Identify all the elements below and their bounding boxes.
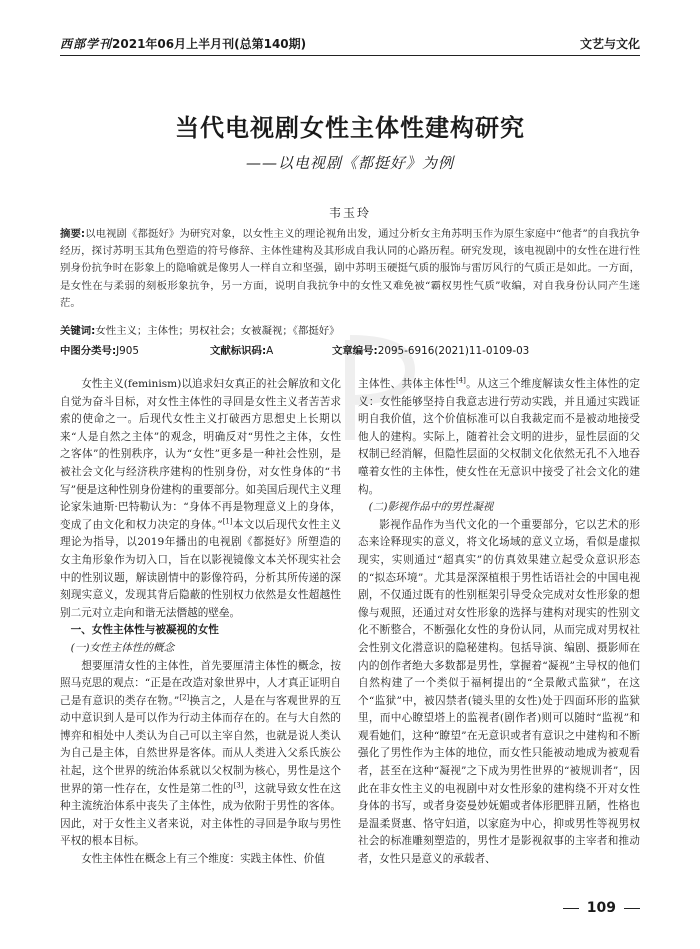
issue-info: 2021年06月上半月刊(总第140期) (112, 37, 307, 51)
clc-label: 中图分类号: (60, 345, 117, 357)
author-name: 韦玉玲 (328, 206, 371, 220)
doc-label: 文献标识码: (210, 345, 267, 357)
abstract-label: 摘要: (60, 228, 86, 240)
paragraph-text: 换言之，人是在与客观世界的互动中意识到人是可以作为行动主体而存在的。在与大自然的博弈和相处中人类认为自己可以主宰自然，也就是说人类认为自己是主体，自然世界是客体。而从人类进入父系氏族公社起，这个世界的统治体系就以父权制为核心，男性是这个世界的第一性存在，女性是第二性的 (60, 694, 341, 795)
subsection-heading: (二)影视作品中的男性凝视 (368, 501, 494, 514)
citation: [3] (233, 781, 244, 790)
journal-name: 西部学刊 (60, 37, 113, 51)
article-subtitle: ——以电视剧《都挺好》为例 (245, 154, 454, 172)
abstract (60, 226, 640, 312)
paragraph-text: 女性主义(feminism)以追求妇女真正的社会解放和文化自觉为奋斗目标，对女性主体性的寻回是女性主义者苦苦求索的使命之一。后现代女性主义打破西方思想史上长期以来“人是自然之主体”的观念，明确反对“男性之主体，女性之客体”的性别秩序，认为“女性”更多是一种社会性别，是被社会文化与经济秩序建构的性别身份，对女性身体的“书写”便是这种性别身份建构的重要部分。如美国后现代主义理论家朱迪斯·巴特勒认为：“身体不再是物理意义上的身体，变成了由文化和权力决定的身体。” (60, 378, 341, 531)
page-footer (563, 900, 640, 916)
clc-value: J905 (116, 345, 140, 357)
running-header (60, 30, 640, 52)
left-column (60, 376, 341, 869)
keywords-label: 关键词: (60, 325, 96, 337)
doc-code (210, 342, 273, 357)
article-label: 文章编号: (332, 345, 378, 357)
right-column (358, 376, 640, 869)
paragraph-text: 。从这三个维度解读女性主体性的定义：女性能够坚持自我意志进行劳动实践，并且通过实践证明自我价值，这个价值标准可以自我裁定而不是被动地接受他人的建构。实际上，随着社会文明的进步，显性层面的父权制已经消解，但隐性层面的父权制文化依然无孔不入地吞噬着女性的主体性，使女性在无意识中接受了社会文化的建构。 (358, 378, 641, 496)
paragraph: 影视作品作为当代文化的一个重要部分，它以艺术的形态来诠释现实的意义，将文化场域的意义立场，看似是虚拟现实，实则通过“超真实”的仿真效果建立起受众意识形态的“拟态环境”。尤其是深深植根于男性话语社会的中国电视剧，不仅通过既有的性别框架引导受众完成对女性形象的想像与观照，还通过对女性形象的选择与建构对现实的性别文化不断整合，不断强化女性的身份认同，从而完成对男权社会性别文化潜意识的隐秘建构。包括导演、编剧、摄影师在内的创作者绝大多数都是男性，掌握着“凝视”主导权的他们自然构建了一个类似于福柯提出的“全景敞式监狱”，在这个“监狱”中，被囚禁者(镜头里的女性)处于四面环形的监狱里，而中心瞭望塔上的监视者(剧作者)则可以随时“监视”和观看她们，这种“瞭望”在无意识或者有意识之中建构和不断强化了男性作为主体的地位，而女性只能被动地成为被观看者，甚至在这种“凝视”之下成为男性世界的“被规训者”，因此在非女性主义的电视剧中对女性形象的建构绕不开对女性身体的书写，或者身姿曼妙妩媚或者体形肥胖丑陋，性格也是温柔贤惠、恪守妇道，以家庭为中心，抑或男性等视男权社会的标准雕刻塑造的，男性才是影视叙事的主宰者和推动者，女性只是意义的承载者、 (358, 518, 640, 866)
doc-value: A (266, 345, 274, 357)
abstract-text: 以电视剧《都挺好》为研究对象，以女性主义的理论视角出发，通过分析女主角苏明玉作为原生家庭中“他者”的自我抗争经历，探讨苏明玉其角色塑造的符号修辞、主体性建构及其形成自我认同的心路历程。研究发现，该电视剧中的女性在进行性别身份抗争时在影象上的隐喻就是像男人一样自立和坚强，剧中苏明玉硬挺气质的服饰与雷厉风行的气质正是如此。一方面，是女性在与柔弱的刻板形象抗争，另一方面，说明自我抗争中的女性又难免被“霸权男性气质”收编，对自我身份认同产生迷茫。 (60, 228, 641, 309)
paragraph-text: 主体性、共体主体性 (358, 378, 456, 390)
paragraph (60, 658, 341, 852)
header-rule (60, 55, 640, 56)
citation: [2] (179, 693, 190, 702)
article-title: 当代电视剧女性主体性建构研究 (175, 114, 525, 142)
article-number (332, 342, 529, 357)
citation: [1] (222, 517, 233, 526)
paragraph-text: 本文以后现代女性主义理论为指导，以2019年播出的电视剧《都挺好》所塑造的女主角形象作为切入口，旨在以影视镜像文本关怀现实社会中的性别议题，解读剧情中的影像符码，分析其所传递的深刻现实意义，发现其背后隐蔽的性别权力依然是女性超越性别二元对立走向和谐无法僭越的壁垒。 (60, 518, 341, 619)
footer-dash (624, 908, 640, 909)
section-heading: 一、女性主体性与被凝视的女性 (70, 624, 219, 637)
citation: [4] (455, 376, 466, 385)
page-number: 109 (586, 900, 616, 916)
paragraph (60, 376, 341, 622)
clc-number (60, 342, 139, 357)
subsection-heading: (一)女性主体性的概念 (70, 641, 175, 654)
keywords-text: 女性主义；主体性；男权社会；女被凝视；《都挺好》 (95, 325, 340, 337)
paragraph-text: ，这就导致女性在这种主流统治体系中丧失了主体性，成为依附于男性的客体。因此，对于女性主义者来说，对主体性的寻回是争取与男性平权的根本目标。 (60, 782, 342, 848)
article-value: 2095-6916(2021)11-0109-03 (377, 345, 530, 357)
paragraph-text: 想要厘清女性的主体性，首先要厘清主体性的概念，按照马克思的观点：“正是在改造对象世界中，人才真正证明自己是有意识的类存在物。” (60, 659, 341, 707)
section-name: 文艺与文化 (579, 37, 640, 51)
paragraph: 女性主体性在概念上有三个维度：实践主体性、价值 (81, 853, 325, 866)
keywords (60, 322, 640, 337)
footer-dash (563, 908, 579, 909)
paragraph (358, 376, 640, 499)
header-left (60, 35, 306, 52)
